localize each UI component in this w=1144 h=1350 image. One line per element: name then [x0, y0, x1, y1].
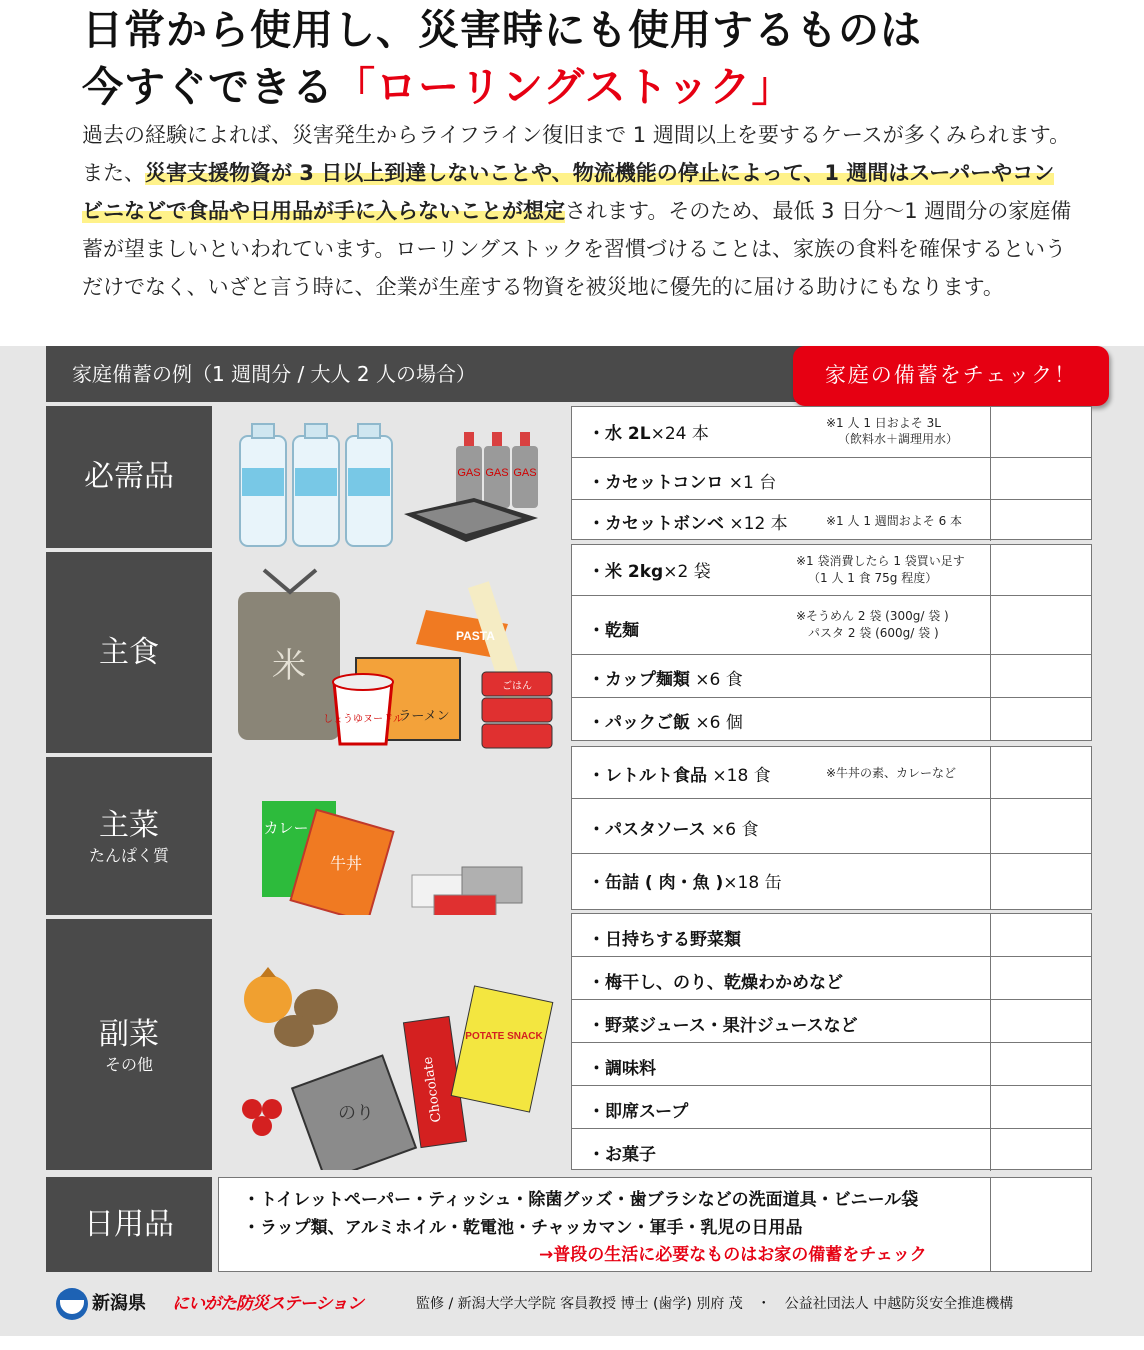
category-label: 必需品 [84, 459, 174, 494]
prefecture-name: 新潟県 [92, 1293, 146, 1314]
check-box[interactable] [990, 596, 1091, 654]
category-label: 日用品 [84, 1206, 174, 1242]
ramen-label: ラーメン [398, 709, 450, 724]
gas-label: GAS [457, 467, 481, 479]
category-side-dish [46, 919, 212, 1170]
item-qty: ×1 台 [723, 473, 777, 493]
check-box[interactable] [990, 747, 1091, 798]
page-title [82, 2, 1122, 116]
item-qty: ×6 食 [689, 670, 743, 690]
pack-rice-icon [482, 672, 552, 748]
intro-text-1: 過去の経験によれば、災害発生からライフライン復旧まで 1 週間以上を要するケースが多くみられます。また、 [82, 123, 1071, 185]
checklist-item-seasoning [572, 1043, 1091, 1086]
item-name: ・日持ちする野菜類 [588, 930, 741, 950]
item-note: ※1 袋消費したら 1 袋買い足す [796, 554, 965, 568]
check-box[interactable] [990, 500, 1091, 541]
gas-can-icon [456, 432, 538, 508]
checklist-main-dish [571, 746, 1092, 910]
item-qty: ×2 袋 [663, 562, 711, 582]
canned-food-icon [412, 867, 522, 915]
category-necessities [46, 406, 212, 548]
title-line-2-prefix: 今すぐできる [82, 63, 334, 111]
item-qty: ×12 本 [724, 514, 788, 534]
umeboshi-icon [242, 1099, 282, 1136]
category-label: 主食 [99, 634, 159, 670]
item-name: ・乾麺 [588, 621, 639, 641]
checklist-item-rice [572, 545, 1091, 596]
category-daily-goods [46, 1177, 212, 1272]
item-name: ・レトルト食品 [588, 766, 707, 786]
item-name: ・カセットボンベ [588, 514, 724, 534]
pasta-label: PASTA [456, 629, 495, 643]
side-dish-illustration [216, 919, 568, 1170]
checklist-daily-goods [218, 1177, 1092, 1272]
potato-snack-icon [451, 986, 553, 1112]
item-note: ※1 人 1 週間およそ 6 本 [826, 514, 963, 528]
item-name: ・即席スープ [588, 1102, 689, 1122]
item-name: ・お菓子 [588, 1145, 656, 1165]
item-name: ・缶詰 ( 肉・魚 ) [588, 873, 724, 893]
checklist-item-canned [572, 854, 1091, 909]
station-logo: にいがた防災ステーション [172, 1294, 363, 1314]
item-name: ・米 2kg [588, 562, 664, 582]
item-name: ・野菜ジュース・果汁ジュースなど [588, 1016, 858, 1036]
onion-icon [244, 967, 292, 1023]
checklist-item-vegetables [572, 914, 1091, 957]
check-bubble: 家庭の備蓄をチェック！ [793, 346, 1109, 406]
water-bottle-icon [293, 424, 339, 546]
checklist-necessities [571, 406, 1092, 540]
item-name: ・パスタソース [588, 820, 706, 840]
check-box[interactable] [990, 1178, 1091, 1271]
item-note: パスタ 2 袋 (600g/ 袋 ) [808, 626, 939, 640]
nori-pack-icon [292, 1056, 416, 1170]
category-sublabel: たんぱく質 [88, 846, 169, 865]
potato-snack-label: POTATE SNACK [465, 1031, 543, 1042]
category-label: 副菜 [99, 1016, 159, 1052]
item-name: ・梅干し、のり、乾燥わかめなど [588, 973, 843, 993]
water-bottle-icon [240, 424, 286, 546]
check-box[interactable] [990, 1043, 1091, 1085]
item-qty: ×18 缶 [723, 873, 782, 893]
niigata-prefecture-logo [56, 1288, 88, 1320]
check-box[interactable] [990, 957, 1091, 999]
item-name: ・カップ麺類 [588, 670, 690, 690]
checklist-item-pack-rice [572, 698, 1091, 740]
item-qty: ×6 食 [705, 820, 759, 840]
check-box[interactable] [990, 1129, 1091, 1171]
table-header: 家庭備蓄の例（1 週間分 / 大人 2 人の場合） [46, 346, 1046, 402]
category-sublabel: その他 [104, 1054, 153, 1074]
category-main-dish [46, 757, 212, 915]
checklist-item-cup-noodles [572, 655, 1091, 698]
item-name: ・水 2L [588, 424, 651, 444]
checklist-item-gas-can [572, 500, 1091, 541]
item-name: ・カセットコンロ [588, 473, 724, 493]
check-box[interactable] [990, 914, 1091, 956]
curry-label: カレー [263, 819, 309, 837]
intro-text-2: されます。そのため、最低 3 日分〜1 週間分の家庭備蓄が望ましいといわれています。ローリングストックを習慣づけることは、家族の食料を確保するというだけでなく、いざと言う時に、企業が生産する物資を被災地に優先的に届ける助けにもなります。 [82, 199, 1072, 299]
intro-paragraph [82, 116, 1072, 306]
check-box[interactable] [990, 655, 1091, 697]
title-line-2 [82, 59, 1122, 116]
checklist-item-water [572, 407, 1091, 458]
item-name: ・パックご飯 [588, 713, 690, 733]
checklist-item-stove [572, 458, 1091, 500]
water-bottle-icon [346, 424, 392, 546]
nori-label: のり [338, 1103, 374, 1124]
item-note: （飲料水＋調理用水） [838, 432, 959, 446]
daily-goods-line-2: ・ラップ類、アルミホイル・乾電池・チャッカマン・軍手・乳児の日用品 [243, 1218, 803, 1238]
chocolate-label: Chocolate [420, 1055, 445, 1124]
gohan-label: ごはん [502, 681, 532, 692]
check-box[interactable] [990, 407, 1091, 457]
checklist-item-retort [572, 747, 1091, 799]
title-rolling-stock: 「ローリングストック」 [334, 63, 794, 111]
checklist-side-dish [571, 913, 1092, 1170]
item-note: ※牛丼の素、カレーなど [826, 766, 957, 780]
checklist-item-snacks [572, 1129, 1091, 1171]
category-label: 主菜 [99, 808, 159, 843]
checklist-item-pasta-sauce [572, 799, 1091, 854]
gas-label: GAS [485, 467, 509, 479]
checklist-item-juice [572, 1000, 1091, 1043]
item-name: ・調味料 [588, 1059, 656, 1079]
checklist-staple [571, 544, 1092, 741]
item-qty: ×18 食 [707, 766, 771, 786]
daily-goods-line-1: ・トイレットペーパー・ティッシュ・除菌グッズ・歯ブラシなどの洗面道具・ビニール袋 [243, 1190, 919, 1210]
check-box[interactable] [990, 1086, 1091, 1128]
daily-goods-note: →普段の生活に必要なものはお家の備蓄をチェック [539, 1245, 927, 1265]
intro-highlight: 災害支援物資が 3 日以上到達しないことや、物流機能の停止によって、1 週間はスーパーやコンビニなどで食品や日用品が手に入らないことが想定 [82, 161, 1055, 223]
check-box[interactable] [990, 458, 1091, 499]
check-box[interactable] [990, 799, 1091, 853]
check-box[interactable] [990, 854, 1091, 909]
staple-illustration [216, 552, 568, 753]
necessities-illustration [216, 406, 568, 548]
item-qty: ×24 本 [650, 424, 709, 444]
credit-line: 監修 / 新潟大学大学院 客員教授 博士 (歯学) 別府 茂 ・ 公益社団法人 中越防災安全推進機構 [416, 1296, 1014, 1312]
checklist-item-umeboshi [572, 957, 1091, 1000]
check-box[interactable] [990, 545, 1091, 595]
gas-label: GAS [513, 467, 537, 479]
rice-label: 米 [272, 646, 306, 686]
item-qty: ×6 個 [690, 713, 743, 733]
checklist-item-dry-noodles [572, 596, 1091, 655]
item-note: （1 人 1 食 75g 程度） [808, 571, 938, 585]
item-note: ※そうめん 2 袋 (300g/ 袋 ) [796, 609, 949, 623]
cup-noodle-label: しょうゆヌードル [323, 714, 403, 725]
gyudon-label: 牛丼 [329, 854, 363, 873]
check-box[interactable] [990, 1000, 1091, 1042]
title-line-1: 日常から使用し、災害時にも使用するものは [82, 6, 922, 54]
main-dish-illustration [216, 757, 568, 915]
item-note: ※1 人 1 日およそ 3L [826, 416, 941, 430]
checklist-item-soup [572, 1086, 1091, 1129]
category-staple [46, 552, 212, 753]
check-box[interactable] [990, 698, 1091, 740]
